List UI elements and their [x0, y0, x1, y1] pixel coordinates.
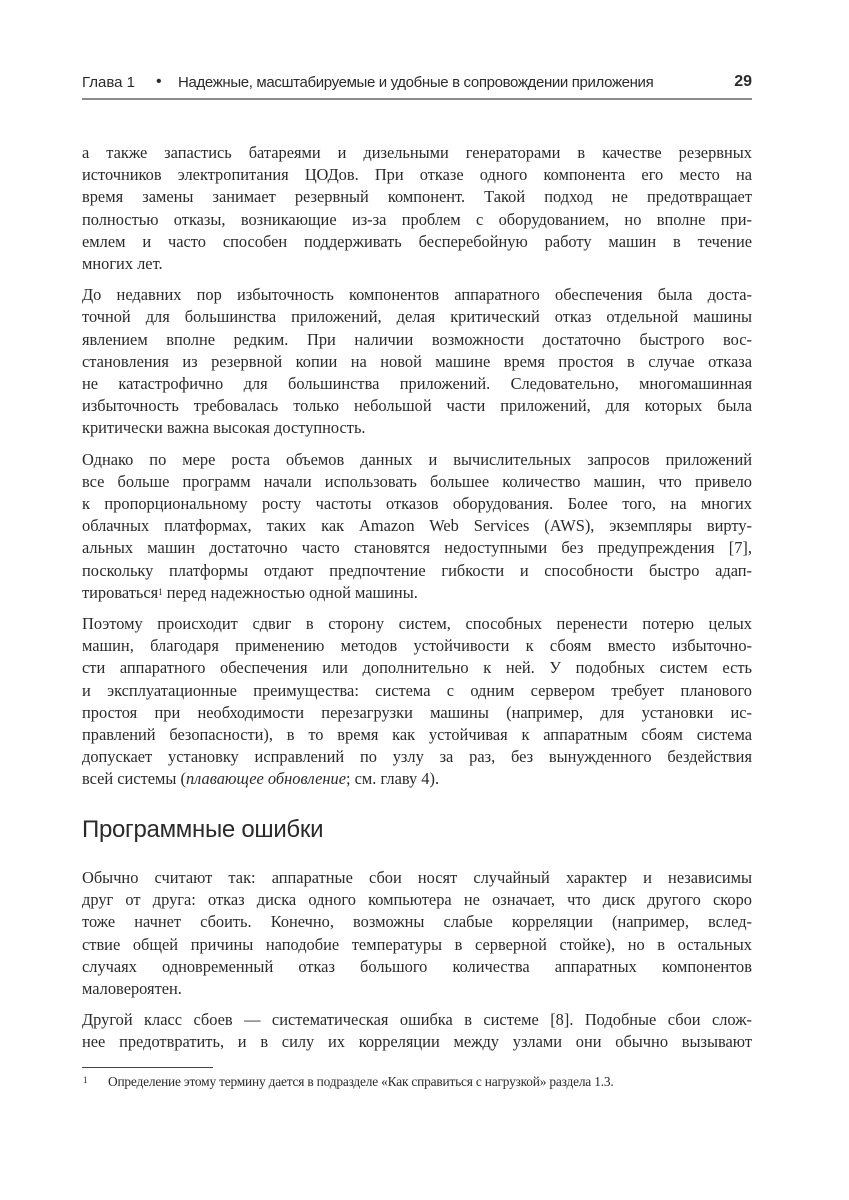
text-line: не катастрофично для большинства приложений. Следовательно, многомашинная [82, 374, 752, 394]
footnote-number: 1 [83, 1075, 88, 1085]
running-header [82, 70, 752, 100]
text-line: а также запастись батареями и дизельными генераторами в качестве резервных [82, 143, 752, 162]
text-line [82, 768, 752, 790]
text-line: критически важна высокая доступность. [82, 418, 366, 438]
section-heading: Программные ошибки [82, 816, 324, 843]
text-line: точной для большинства приложений, делая критический отказ отдельной машины [82, 307, 752, 327]
chapter-label: Глава 1 [82, 74, 136, 91]
text-line: явлением вполне редким. При наличии возможности достаточно быстрого вос- [82, 329, 752, 349]
paragraph [82, 613, 752, 791]
text-line: многих лет. [82, 254, 163, 274]
text-line: маловероятен. [82, 979, 182, 999]
footnote-reference[interactable]: 1 [158, 586, 163, 597]
paragraph [82, 867, 752, 1000]
text-line: машин, благодаря применению методов устойчивости к сбоям вместо избыточно- [82, 636, 752, 656]
footnote-text: Определение этому термину дается в подразделе «Как справиться с нагрузкой» раздела 1.3. [108, 1074, 614, 1089]
text-fragment: перед надежностью одной машины. [162, 582, 418, 602]
text-line: случаях одновременный отказ большого количества аппаратных компонентов [82, 956, 752, 976]
text-fragment: тироваться [82, 582, 159, 602]
body-text-top [82, 142, 752, 791]
text-line: поскольку платформы отдают предпочтение гибкости и способности быстро адап- [82, 560, 752, 580]
text-line: сти аппаратного обеспечения или дополнительно к ней. У подобных систем есть [82, 658, 752, 678]
paragraph [82, 142, 752, 275]
text-line: Другой класс сбоев — систематическая ошибка в системе [8]. Подобные сбои слож- [82, 1010, 752, 1030]
page-number: 29 [734, 73, 752, 90]
chapter-title: Надежные, масштабируемые и удобные в сопровождении приложения [178, 74, 654, 91]
text-line: емлем и часто способен поддерживать бесперебойную работу машин в течение [82, 231, 752, 251]
paragraph [82, 449, 752, 604]
text-line: к пропорциональному росту частоты отказов оборудования. Более того, на многих [82, 494, 752, 514]
text-line: правлений безопасности), в то время как устойчивая к аппаратным сбоям система [82, 725, 752, 745]
paragraph [82, 1009, 752, 1053]
body-text-section [82, 867, 752, 1054]
text-fragment: всей системы ( [82, 769, 186, 789]
text-line: облачных платформах, таких как Amazon Web Services (AWS), экземпляры вирту- [82, 516, 752, 536]
text-line: друг от друга: отказ диска одного компьютера не означает, что диск другого скоро [82, 890, 752, 910]
text-line: становления из резервной копии на новой машине время простоя в случае отказа [82, 351, 752, 371]
text-line: простоя при необходимости перезагрузки машины (например, для установки ис- [82, 702, 752, 722]
text-line: тоже начнет сбоить. Конечно, возможны слабые корреляции (например, вслед- [82, 912, 752, 932]
text-line: допускает установку исправлений по узлу за раз, без вынужденного бездействия [82, 747, 752, 767]
text-line: время замены занимает резервный компонент. Такой подход не предотвращает [82, 187, 752, 207]
text-line: все больше программ начали использовать большее количество машин, что привело [82, 471, 752, 491]
paragraph [82, 284, 752, 439]
text-line: альных машин достаточно часто становятся недоступными без предупреждения [7], [82, 538, 752, 558]
footnote-divider [82, 1067, 213, 1068]
text-line: До недавних пор избыточность компонентов аппаратного обеспечения была доста- [82, 285, 752, 305]
text-line: Обычно считают так: аппаратные сбои носят случайный характер и независимы [82, 868, 752, 887]
text-line: нее предотвратить, и в силу их корреляции между узлами они обычно вызывают [82, 1032, 752, 1052]
header-bullet: • [156, 73, 162, 90]
text-line: избыточность требовалась только небольшой части приложений, для которых была [82, 396, 752, 416]
text-fragment: ; см. главу 4). [346, 769, 440, 789]
text-line [82, 582, 752, 604]
text-line: источников электропитания ЦОДов. При отказе одного компонента его место на [82, 165, 752, 185]
emphasized-term: плавающее обновление [185, 769, 346, 789]
text-line: ствие общей причины наподобие температуры в серверной стойке), но в остальных [82, 934, 752, 954]
text-line: и эксплуатационные преимущества: система с одним сервером требует планового [82, 680, 752, 700]
text-line: Поэтому происходит сдвиг в сторону систем, способных перенести потерю целых [82, 614, 752, 634]
text-line: полностью отказы, возникающие из-за проблем с оборудованием, но вполне при- [82, 209, 752, 229]
text-line: Однако по мере роста объемов данных и вычислительных запросов приложений [82, 449, 752, 469]
